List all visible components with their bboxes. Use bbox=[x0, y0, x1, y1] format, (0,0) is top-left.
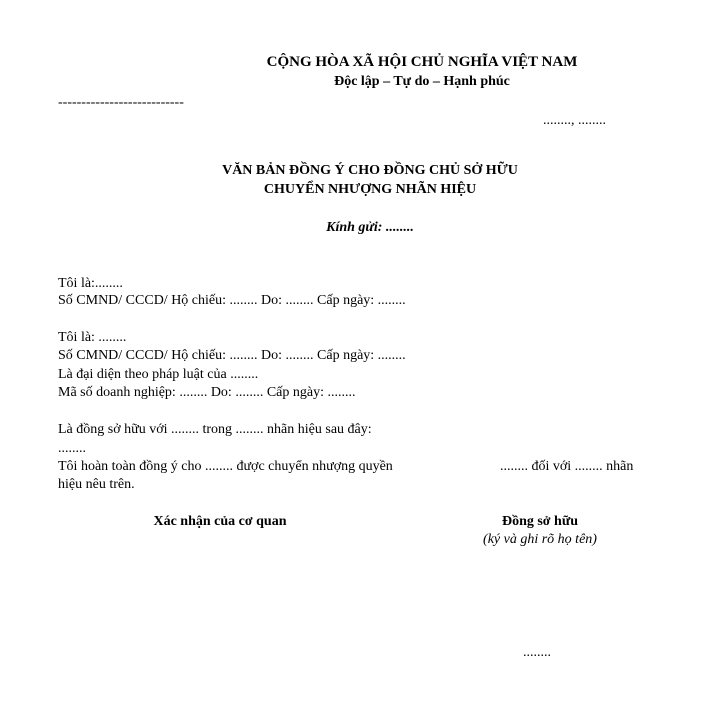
national-heading: CỘNG HÒA XÃ HỘI CHỦ NGHĨA VIỆT NAM bbox=[266, 54, 578, 70]
owner2-id-line: Số CMND/ CCCD/ Hộ chiếu: ........ Do: ........ Cấp ngày: ........ bbox=[58, 348, 406, 363]
trademark-placeholder: ........ bbox=[58, 441, 86, 456]
co-owner-statement: Là đồng sở hữu với ........ trong ........ nhãn hiệu sau đây: bbox=[58, 422, 372, 437]
agency-confirmation-title: Xác nhận của cơ quan bbox=[153, 514, 287, 529]
place-date: ........, ........ bbox=[543, 113, 606, 128]
owner1-id-line: Số CMND/ CCCD/ Hộ chiếu: ........ Do: ........ Cấp ngày: ........ bbox=[58, 293, 406, 308]
owner1-name-line: Tôi là:........ bbox=[58, 276, 123, 291]
consent-statement-part-2: ........ đối với ........ nhãn bbox=[500, 459, 634, 474]
co-owner-signature-title: Đồng sở hữu bbox=[501, 514, 579, 529]
national-motto: Độc lập – Tự do – Hạnh phúc bbox=[334, 74, 510, 89]
greeting: Kính gửi: ........ bbox=[326, 220, 414, 235]
business-code-line: Mã số doanh nghiệp: ........ Do: ........ Cấp ngày: ........ bbox=[58, 385, 356, 400]
signer-name-placeholder: ........ bbox=[523, 645, 551, 660]
legal-representative-line: Là đại diện theo pháp luật của ........ bbox=[58, 367, 259, 382]
consent-statement-part-1: Tôi hoàn toàn đồng ý cho ........ được chuyển nhượng quyền bbox=[58, 459, 393, 474]
document-title-line-2: CHUYỂN NHƯỢNG NHÃN HIỆU bbox=[263, 182, 477, 197]
document-title-line-1: VĂN BẢN ĐỒNG Ý CHO ĐỒNG CHỦ SỞ HỮU bbox=[222, 163, 518, 178]
left-divider-line: --------------------------- bbox=[58, 95, 184, 110]
signature-instruction: (ký và ghi rõ họ tên) bbox=[483, 532, 597, 547]
consent-statement-end: hiệu nêu trên. bbox=[58, 477, 135, 492]
owner2-name-line: Tôi là: ........ bbox=[58, 330, 127, 345]
